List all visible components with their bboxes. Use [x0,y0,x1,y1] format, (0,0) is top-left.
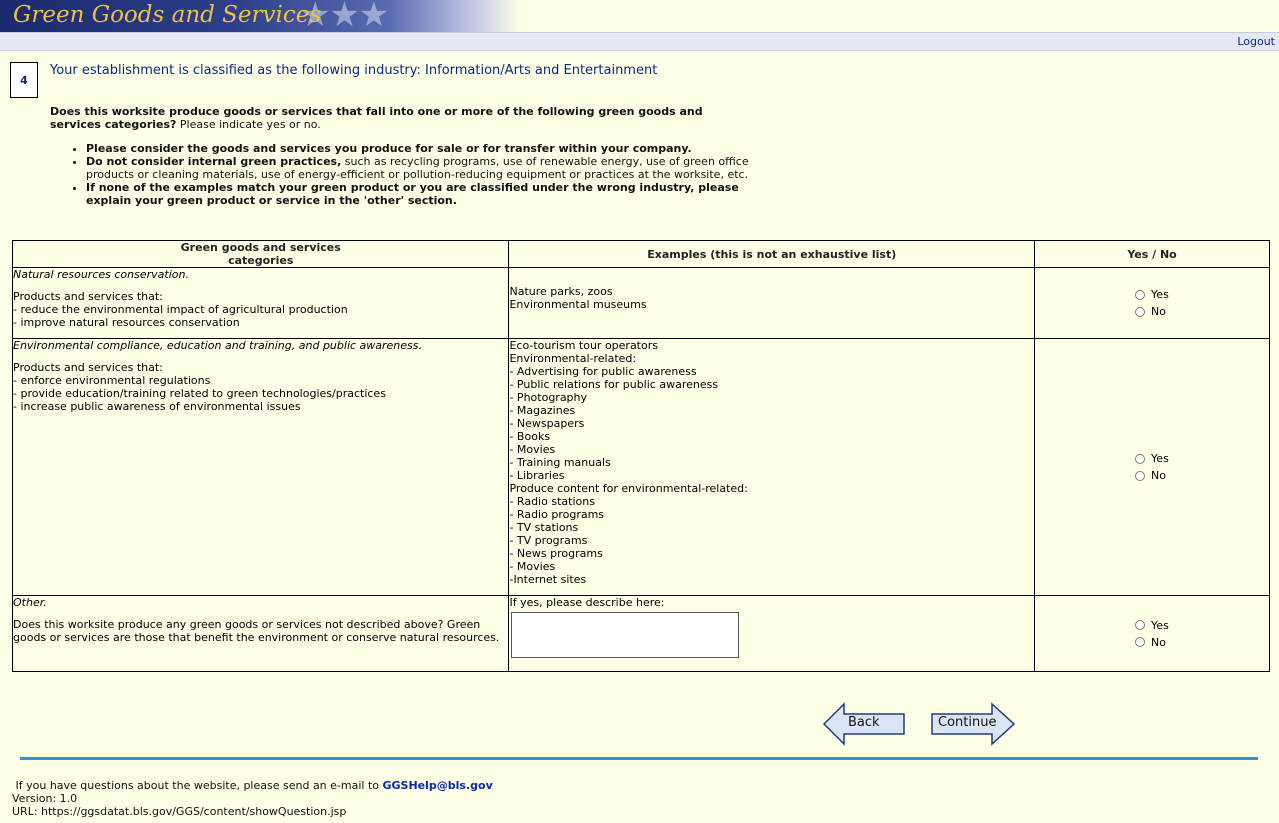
describe-label: If yes, please describe here: [509,596,665,609]
help-email-link[interactable]: GGSHelp@bls.gov [382,779,493,792]
example-item: - Radio programs [509,508,605,521]
footer-version: Version: 1.0 [12,792,78,805]
logout-link[interactable]: Logout [1237,35,1275,48]
instruction-item [86,155,766,181]
header-examples: Examples (this is not an exhaustive list) [509,241,1035,268]
yes-radio[interactable] [1135,454,1145,464]
yes-option[interactable] [1135,450,1215,467]
example-item: - Magazines [509,404,576,417]
example-item: - Radio stations [509,495,595,508]
example-item: - TV stations [509,521,579,534]
category-line: - reduce the environmental impact of agricultural production [13,303,348,316]
example-item: - Advertising for public awareness [509,365,697,378]
header-categories [13,241,509,268]
yes-label: Yes [1151,618,1169,632]
category-intro: Products and services that: [13,290,163,303]
header-categories-line1: Green goods and services [180,241,341,254]
instruction-item [86,181,766,207]
yes-label: Yes [1151,288,1169,301]
yes-option[interactable] [1135,286,1215,303]
yes-no-cell [1035,339,1270,596]
category-line: - enforce environmental regulations [13,374,211,387]
question-prompt [50,105,740,131]
question-number: 4 [10,62,38,98]
example-item: - TV programs [509,534,588,547]
category-intro: Products and services that: [13,361,163,374]
category-cell [13,268,509,339]
back-button-label: Back [848,715,880,730]
example-item: Environmental museums [509,298,647,311]
no-option[interactable] [1135,634,1215,651]
category-title: Environmental compliance, education and training, and public awareness. [13,339,423,352]
instruction-item [86,142,766,155]
yes-label: Yes [1151,452,1169,465]
continue-button[interactable] [930,702,1016,746]
table-row [13,268,1270,339]
yes-no-cell [1035,268,1270,339]
other-description-textarea[interactable] [511,612,739,658]
category-title: Other. [13,596,47,609]
examples-cell [509,268,1035,339]
question-prompt-plain: Please indicate yes or no. [176,118,321,131]
site-banner [0,0,1279,32]
no-radio[interactable] [1135,471,1145,481]
footer-help [12,779,493,792]
example-item: - Public relations for public awareness [509,378,719,391]
instruction-text-bold: Do not consider internal green practices, [86,155,342,168]
examples-cell [509,596,1035,672]
category-line: - improve natural resources conservation [13,316,240,329]
back-button[interactable] [822,702,906,746]
yes-radio[interactable] [1135,290,1145,300]
instruction-text: If none of the examples match your green product or you are classified under the wrong industry, please explain your green product or service in the 'other' section. [86,181,739,207]
instruction-text: such as recycling programs, use of renewable energy, use of green office products or cleaning materials, use of energy-efficient or pollution-reducing equipment or practices at the worksite, etc. [86,155,749,181]
banner-stars-icon: ★ ★ ★ [300,0,384,32]
examples-cell [509,339,1035,596]
no-option[interactable] [1135,303,1215,320]
table-header-row [13,241,1270,268]
example-item: -Internet sites [509,573,587,586]
example-item: - Movies [509,560,556,573]
category-cell [13,339,509,596]
category-line: - increase public awareness of environmental issues [13,400,301,413]
site-title: Green Goods and Services [13,2,322,28]
footer-url: URL: https://ggsdatat.bls.gov/GGS/content/showQuestion.jsp [12,805,347,818]
category-title: Natural resources conservation. [13,268,189,281]
example-item: - Movies [509,443,556,456]
continue-button-label: Continue [938,715,997,730]
example-item: - News programs [509,547,603,560]
footer-divider [20,757,1258,760]
no-label: No [1151,635,1167,649]
header-categories-line2: categories [228,254,294,267]
footer-help-text: If you have questions about the website, please send an e-mail to [15,779,379,792]
example-item: Environmental-related: [509,352,637,365]
category-intro: Does this worksite produce any green goods or services not described above? Green goods or services are those that benefit the environment or conserve natural resources. [13,618,500,644]
no-label: No [1151,305,1167,318]
example-item: - Libraries [509,469,565,482]
question-title: Your establishment is classified as the following industry: Information/Arts and Entertainment [50,63,658,78]
example-item: - Training manuals [509,456,611,469]
no-radio[interactable] [1135,637,1145,647]
example-item: Eco-tourism tour operators [509,339,658,352]
instruction-list [70,142,766,207]
example-item: - Newspapers [509,417,585,430]
no-label: No [1151,469,1167,482]
categories-table [12,240,1270,672]
table-row [13,339,1270,596]
yes-radio[interactable] [1135,620,1145,630]
yes-no-cell [1035,596,1270,672]
question-prompt-bold: Does this worksite produce goods or services that fall into one or more of the following green goods and services categories? [50,105,703,131]
example-item: Nature parks, zoos [509,285,613,298]
category-cell [13,596,509,672]
footer [12,779,493,818]
example-item: - Photography [509,391,588,404]
header-yes-no: Yes / No [1035,241,1270,268]
example-item: Produce content for environmental-related: [509,482,748,495]
no-radio[interactable] [1135,307,1145,317]
instruction-text: Please consider the goods and services you produce for sale or for transfer within your company. [86,142,692,155]
table-row [13,596,1270,672]
no-option[interactable] [1135,467,1215,484]
category-line: - provide education/training related to green technologies/practices [13,387,386,400]
yes-option[interactable] [1135,617,1215,634]
example-item: - Books [509,430,551,443]
top-navbar [0,32,1279,51]
